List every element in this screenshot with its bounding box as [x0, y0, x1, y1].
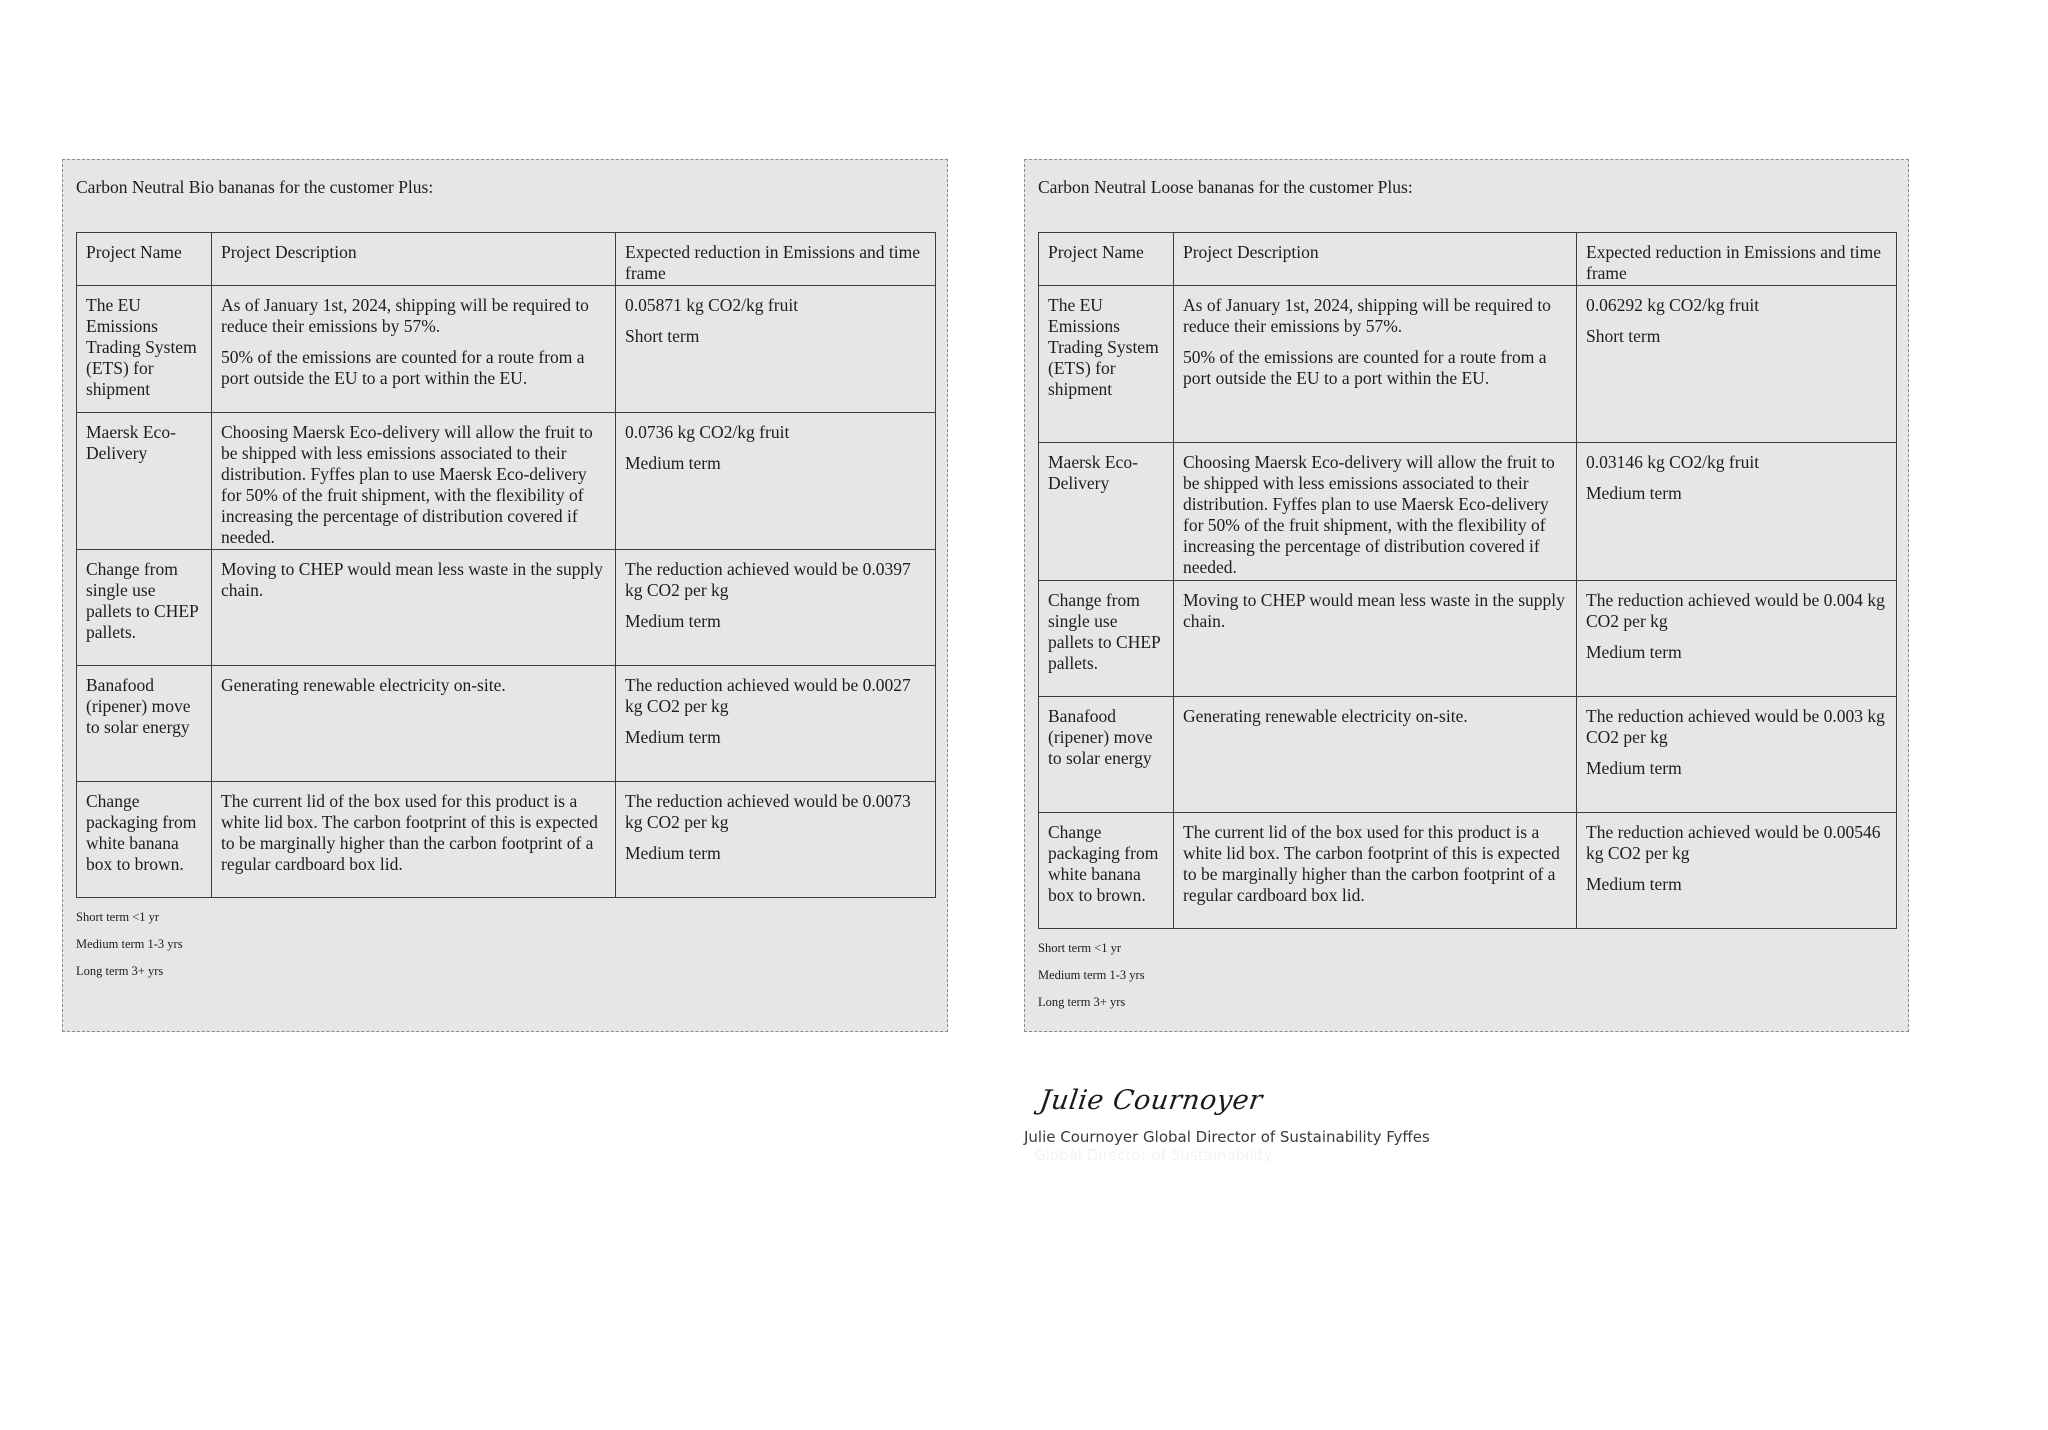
bio-bananas-panel: [62, 159, 948, 1032]
project-name-cell: Banafood (ripener) move to solar energy: [77, 666, 212, 782]
description-paragraph: Moving to CHEP would mean less waste in the supply chain.: [221, 559, 603, 600]
legend-medium-term: Medium term 1-3 yrs: [76, 937, 183, 951]
description-paragraph: Choosing Maersk Eco-delivery will allow the fruit to be shipped with less emissions associated to their distribution. Fyffes plan to use Maersk Eco-delivery for 50% of the fruit shipment, with the flexibility of increasing the percentage of distribution covered if needed.: [1183, 452, 1555, 577]
time-frame-legend: [1038, 940, 1145, 1021]
table-row: [77, 782, 936, 898]
legend-long-term: Long term 3+ yrs: [1038, 995, 1126, 1009]
reduction-value: The reduction achieved would be 0.00546 kg CO2 per kg: [1586, 822, 1881, 863]
time-frame: Medium term: [625, 843, 721, 863]
legend-short-term: Short term <1 yr: [76, 910, 160, 924]
table-row: [1039, 443, 1897, 581]
description-paragraph: Moving to CHEP would mean less waste in the supply chain.: [1183, 590, 1565, 631]
header-project-description: Project Description: [1174, 233, 1577, 286]
table-row: [77, 550, 936, 666]
reduction-cell: [1577, 286, 1897, 443]
time-frame: Medium term: [625, 611, 721, 631]
table-row: [1039, 697, 1897, 813]
time-frame: Medium term: [625, 727, 721, 747]
project-name-cell: Banafood (ripener) move to solar energy: [1039, 697, 1174, 813]
reduction-cell: [616, 666, 936, 782]
project-description-cell: [212, 286, 616, 413]
reduction-cell: [1577, 813, 1897, 929]
time-frame-legend: [76, 909, 183, 990]
reduction-value: The reduction achieved would be 0.0073 kg CO2 per kg: [625, 791, 911, 832]
project-name-cell: Change packaging from white banana box to brown.: [77, 782, 212, 898]
table-row: [77, 286, 936, 413]
reduction-value: 0.05871 kg CO2/kg fruit: [625, 295, 799, 315]
project-description-cell: [212, 782, 616, 898]
reduction-cell: [616, 550, 936, 666]
time-frame: Short term: [1586, 326, 1661, 346]
reduction-cell: [616, 286, 936, 413]
description-paragraph: The current lid of the box used for this product is a white lid box. The carbon footprint of this is expected to be marginally higher than the carbon footprint of a regular cardboard box lid.: [1183, 822, 1560, 905]
project-name-cell: The EU Emissions Trading System (ETS) for shipment: [77, 286, 212, 413]
handwritten-signature: Julie Cournoyer: [1037, 1085, 1265, 1116]
project-description-cell: [1174, 581, 1577, 697]
header-expected-reduction: Expected reduction in Emissions and time frame: [1577, 233, 1897, 286]
project-description-cell: [212, 413, 616, 550]
description-paragraph: As of January 1st, 2024, shipping will be required to reduce their emissions by 57%.: [1183, 295, 1551, 336]
reduction-cell: [616, 413, 936, 550]
reduction-value: 0.06292 kg CO2/kg fruit: [1586, 295, 1760, 315]
reduction-value: 0.0736 kg CO2/kg fruit: [625, 422, 790, 442]
time-frame: Short term: [625, 326, 700, 346]
header-project-description: Project Description: [212, 233, 616, 286]
time-frame: Medium term: [1586, 874, 1682, 894]
header-project-name: Project Name: [77, 233, 212, 286]
panel-title: Carbon Neutral Bio bananas for the customer Plus:: [76, 177, 434, 197]
description-paragraph: Generating renewable electricity on-site.: [1183, 706, 1468, 726]
time-frame: Medium term: [1586, 758, 1682, 778]
description-paragraph: Choosing Maersk Eco-delivery will allow the fruit to be shipped with less emissions associated to their distribution. Fyffes plan to use Maersk Eco-delivery for 50% of the fruit shipment, with the flexibility of increasing the percentage of distribution covered if needed.: [221, 422, 593, 547]
project-description-cell: [1174, 286, 1577, 443]
table-row: [1039, 813, 1897, 929]
description-paragraph: 50% of the emissions are counted for a route from a port outside the EU to a port within the EU.: [221, 347, 585, 388]
project-description-cell: [1174, 443, 1577, 581]
project-description-cell: [212, 666, 616, 782]
project-name-cell: Change from single use pallets to CHEP pallets.: [77, 550, 212, 666]
panel-title: Carbon Neutral Loose bananas for the customer Plus:: [1038, 177, 1413, 197]
reduction-cell: [1577, 443, 1897, 581]
project-name-cell: Change from single use pallets to CHEP pallets.: [1039, 581, 1174, 697]
reduction-cell: [1577, 581, 1897, 697]
legend-long-term: Long term 3+ yrs: [76, 964, 164, 978]
project-name-cell: Maersk Eco-Delivery: [77, 413, 212, 550]
table-row: [77, 413, 936, 550]
loose-bananas-panel: [1024, 159, 1909, 1032]
header-expected-reduction: Expected reduction in Emissions and time frame: [616, 233, 936, 286]
project-name-cell: Change packaging from white banana box to brown.: [1039, 813, 1174, 929]
project-name-cell: The EU Emissions Trading System (ETS) for shipment: [1039, 286, 1174, 443]
header-project-name: Project Name: [1039, 233, 1174, 286]
reduction-cell: [1577, 697, 1897, 813]
reduction-value: The reduction achieved would be 0.004 kg CO2 per kg: [1586, 590, 1885, 631]
project-description-cell: [212, 550, 616, 666]
table-header-row: [1039, 233, 1897, 286]
description-paragraph: Generating renewable electricity on-site.: [221, 675, 506, 695]
legend-short-term: Short term <1 yr: [1038, 941, 1122, 955]
reduction-value: The reduction achieved would be 0.0027 kg CO2 per kg: [625, 675, 911, 716]
description-paragraph: The current lid of the box used for this product is a white lid box. The carbon footprint of this is expected to be marginally higher than the carbon footprint of a regular cardboard box lid.: [221, 791, 598, 874]
time-frame: Medium term: [625, 453, 721, 473]
table-row: [77, 666, 936, 782]
project-description-cell: [1174, 697, 1577, 813]
reduction-cell: [616, 782, 936, 898]
description-paragraph: 50% of the emissions are counted for a route from a port outside the EU to a port within the EU.: [1183, 347, 1547, 388]
table-row: [1039, 286, 1897, 443]
time-frame: Medium term: [1586, 483, 1682, 503]
table-header-row: [77, 233, 936, 286]
signatory-name-title: Julie Cournoyer Global Director of Sustainability Fyffes: [1024, 1128, 1430, 1146]
legend-medium-term: Medium term 1-3 yrs: [1038, 968, 1145, 982]
projects-table: [1038, 232, 1897, 929]
reduction-value: 0.03146 kg CO2/kg fruit: [1586, 452, 1760, 472]
project-description-cell: [1174, 813, 1577, 929]
project-name-cell: Maersk Eco-Delivery: [1039, 443, 1174, 581]
description-paragraph: As of January 1st, 2024, shipping will be required to reduce their emissions by 57%.: [221, 295, 589, 336]
projects-table: [76, 232, 936, 898]
reduction-value: The reduction achieved would be 0.003 kg CO2 per kg: [1586, 706, 1885, 747]
reduction-value: The reduction achieved would be 0.0397 kg CO2 per kg: [625, 559, 911, 600]
table-row: [1039, 581, 1897, 697]
time-frame: Medium term: [1586, 642, 1682, 662]
signatory-title-ghost: Global Director of Sustainability: [1034, 1146, 1273, 1164]
